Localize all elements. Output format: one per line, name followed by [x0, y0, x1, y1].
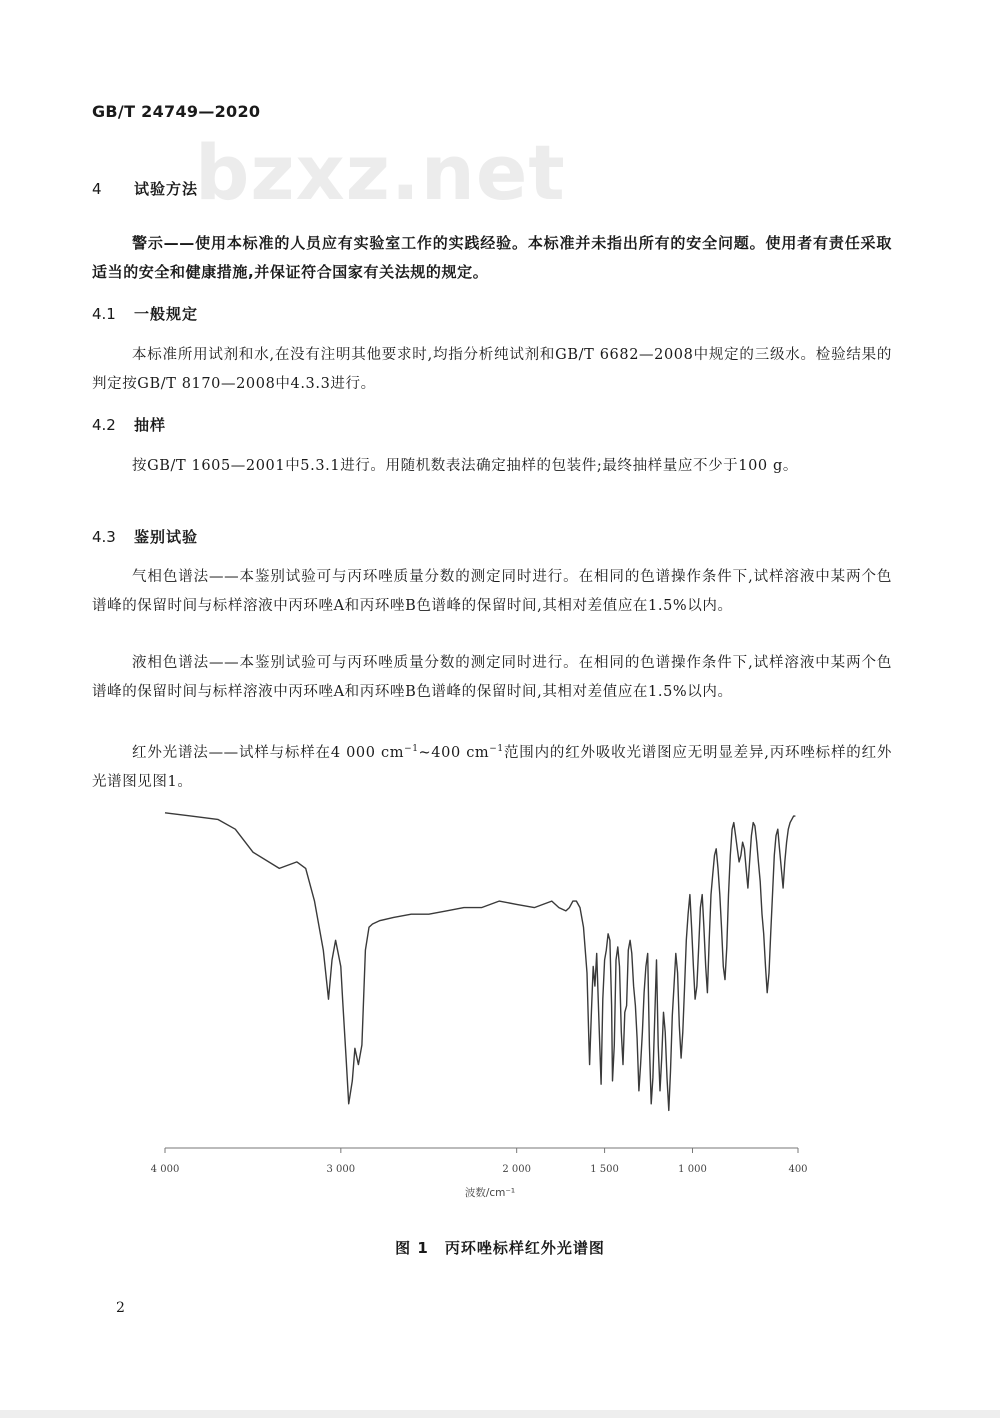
ir-spectrum-chart	[150, 795, 820, 1205]
gc-paragraph: 气相色谱法——本鉴别试验可与丙环唑质量分数的测定同时进行。在相同的色谱操作条件下,试样溶液中某两个色谱峰的保留时间与标样溶液中丙环唑A和丙环唑B色谱峰的保留时间,其相对差值应在1.5%以内。	[92, 569, 892, 614]
standard-number: GB/T 24749—2020	[92, 102, 261, 121]
page-edge	[0, 1410, 1000, 1418]
ir-spectrum-svg	[150, 795, 820, 1205]
figure-caption: 图 1 丙环唑标样红外光谱图	[395, 1239, 605, 1257]
section-4-heading	[92, 178, 198, 199]
section-number: 4.3	[92, 528, 116, 546]
x-tick-label: 3 000	[326, 1164, 356, 1175]
section-number: 4.1	[92, 305, 116, 323]
spectrum-line	[165, 813, 795, 1111]
watermark: bzxz.net	[195, 128, 566, 217]
ir-paragraph	[92, 735, 892, 797]
x-tick-label: 4 000	[150, 1164, 180, 1175]
lc-paragraph: 液相色谱法——本鉴别试验可与丙环唑质量分数的测定同时进行。在相同的色谱操作条件下,试样溶液中某两个色谱峰的保留时间与标样溶液中丙环唑A和丙环唑B色谱峰的保留时间,其相对差值应在1.5%以内。	[92, 655, 892, 700]
x-tick-label: 400	[788, 1164, 808, 1175]
ir-text-a: 红外光谱法——试样与标样在4 000 cm	[132, 744, 405, 761]
section-4-1-text: 本标准所用试剂和水,在没有注明其他要求时,均指分析纯试剂和GB/T 6682—2008中规定的三级水。检验结果的判定按GB/T 8170—2008中4.3.3进行。	[92, 347, 892, 392]
section-title: 试验方法	[134, 180, 199, 198]
section-title: 鉴别试验	[134, 528, 199, 546]
ir-text-b: ~400 cm	[418, 744, 490, 761]
section-4-3-heading	[92, 526, 198, 547]
section-4-1-heading	[92, 303, 198, 324]
x-tick-label: 2 000	[502, 1164, 531, 1175]
ir-sup-2: −1	[489, 744, 504, 754]
page-number: 2	[116, 1300, 125, 1316]
x-tick-label: 1 500	[590, 1164, 619, 1175]
section-4-2-heading	[92, 414, 166, 435]
section-number: 4	[92, 180, 102, 198]
x-tick-label: 1 000	[678, 1164, 707, 1175]
x-axis-label: 波数/cm⁻¹	[464, 1187, 516, 1199]
section-title: 抽样	[134, 416, 167, 434]
section-number: 4.2	[92, 416, 116, 434]
ir-sup-1: −1	[404, 744, 419, 754]
ir-text-c: 范围内的红外吸收光谱图应无明显差异,丙环唑标样的红外光谱图见图1。	[92, 744, 892, 790]
section-title: 一般规定	[134, 305, 199, 323]
section-4-2-text: 按GB/T 1605—2001中5.3.1进行。用随机数表法确定抽样的包装件;最终抽样量应不少于100 g。	[132, 458, 798, 474]
warning-paragraph: 警示——使用本标准的人员应有实验室工作的实践经验。本标准并未指出所有的安全问题。使用者有责任采取适当的安全和健康措施,并保证符合国家有关法规的规定。	[92, 234, 892, 281]
